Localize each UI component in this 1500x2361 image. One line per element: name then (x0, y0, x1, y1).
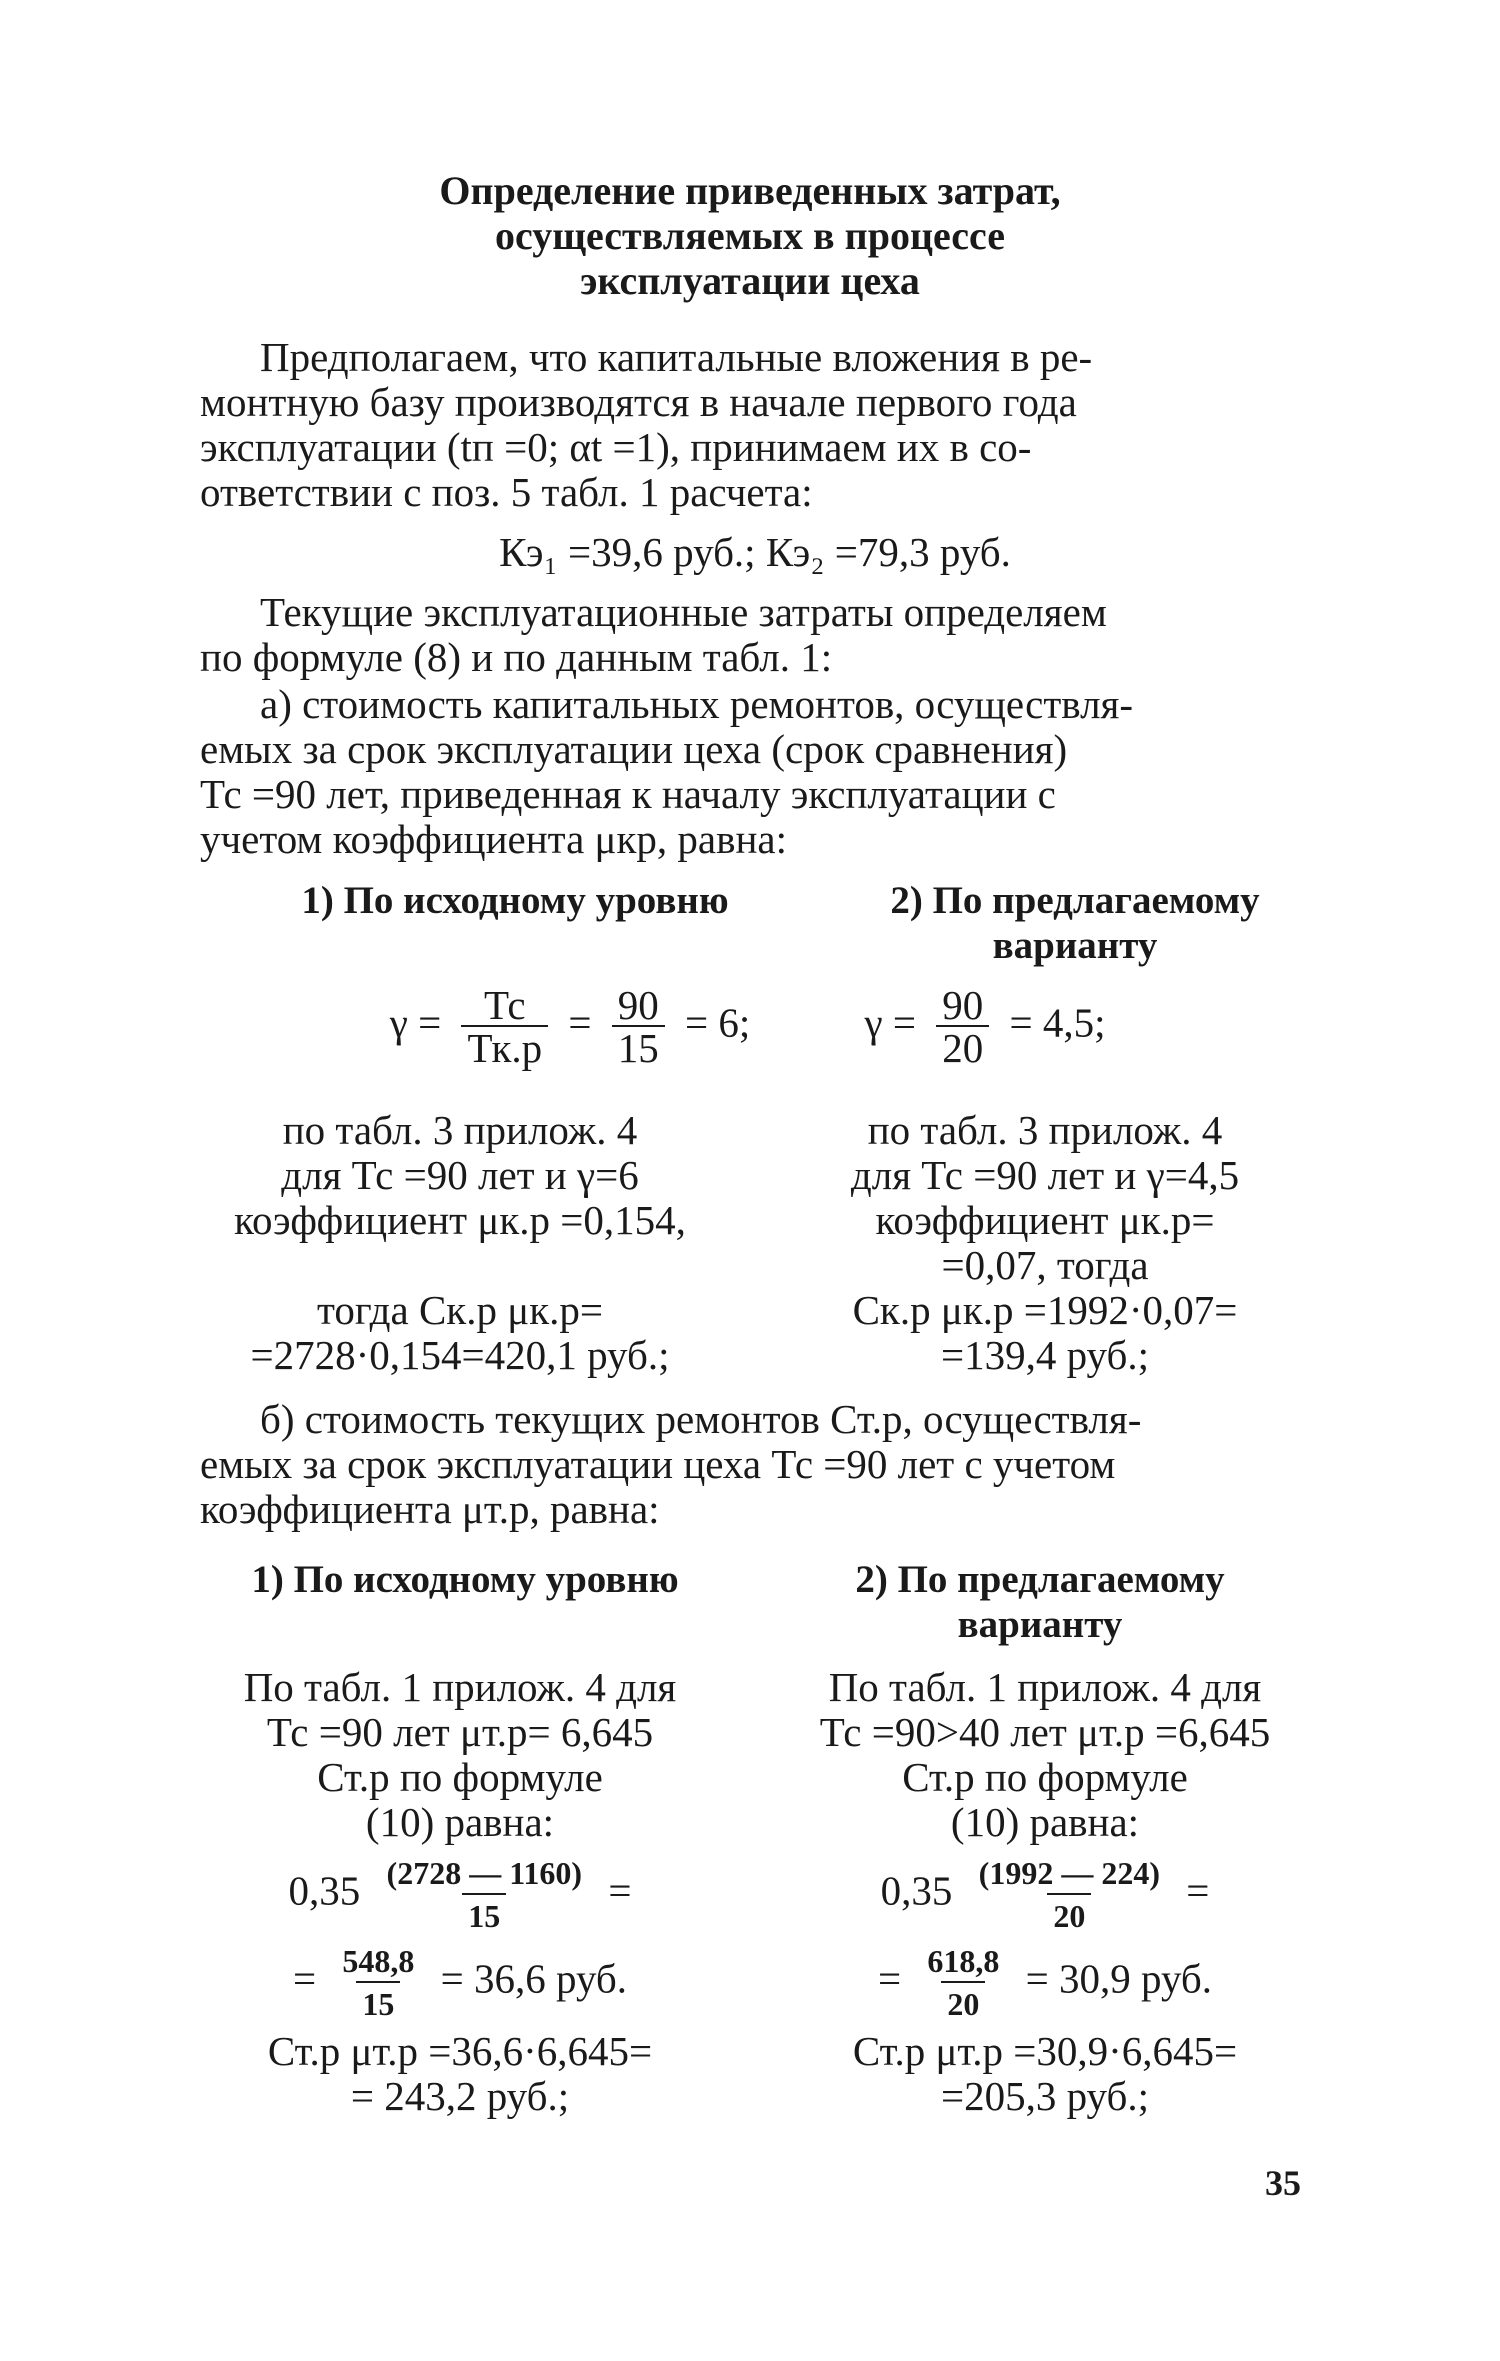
text-line: =205,3 руб.; (940, 2073, 1150, 2119)
equals-sign: = (568, 999, 592, 1046)
text-line: для Тс =90 лет и γ=4,5 (850, 1152, 1240, 1198)
section-b-left-column (195, 1665, 725, 2119)
text-line: Тс =90>40 лет μт.р =6,645 (819, 1709, 1271, 1755)
section-b-paragraph (200, 1397, 1310, 1532)
coefficient: 0,35 (880, 1867, 953, 1914)
numerator: 90 (942, 982, 984, 1028)
gamma-formula-left (330, 982, 810, 1071)
fraction (612, 982, 665, 1071)
text-line: б) стоимость текущих ремонтов Ст.р, осуществля- (260, 1396, 1142, 1442)
text-line: для Тс =90 лет и γ=6 (281, 1152, 639, 1198)
formula-row (775, 1853, 1315, 1937)
equals-sign: = (608, 1867, 632, 1914)
formula-lhs: γ = (864, 999, 916, 1046)
formula-result: = 30,9 руб. (1025, 1955, 1213, 2002)
denominator: 15 (612, 1025, 665, 1069)
text-line: учетом коэффициента μкр, равна: (200, 816, 788, 862)
fraction (336, 1941, 420, 2025)
fraction (461, 982, 548, 1071)
heading-line: 2) По предлагаемому (890, 879, 1260, 922)
heading-line: 2) По предлагаемому (855, 1558, 1225, 1601)
fraction (973, 1853, 1166, 1937)
page-number: 35 (1265, 2163, 1301, 2203)
text-line: = 243,2 руб.; (350, 2073, 570, 2119)
current-costs-paragraph (200, 590, 1310, 680)
equals-sign: = (1186, 1867, 1210, 1914)
text-line: =139,4 руб.; (940, 1332, 1150, 1378)
numerator: 618,8 (927, 1943, 1000, 1979)
text-line: Текущие эксплуатационные затраты определяем (260, 589, 1107, 635)
gamma-formula-right (815, 982, 1155, 1071)
numerator: 548,8 (342, 1943, 415, 1979)
text-line: Ст.р по формуле (317, 1754, 603, 1800)
section-b-right-column (775, 1665, 1315, 2119)
text-line: Ст.р μт.р =30,9·6,645= (852, 2028, 1238, 2074)
title-line: осуществляемых в процессе (495, 213, 1005, 258)
text-line: По табл. 1 прилож. 4 для (828, 1664, 1262, 1710)
text-line: Предполагаем, что капитальные вложения в ре- (260, 334, 1093, 380)
capital-formula: Кэ₁ =39,6 руб.; Кэ₂ =79,3 руб. (499, 529, 1011, 575)
text-line: Ст.р по формуле (902, 1754, 1188, 1800)
text-line: а) стоимость капитальных ремонтов, осуществля- (260, 681, 1134, 727)
text-line: Тс =90 лет, приведенная к началу эксплуатации с (200, 771, 1056, 817)
equals-sign: = (292, 1955, 317, 2002)
text-line: емых за срок эксплуатации цеха (срок сравнения) (200, 726, 1068, 772)
title-line: Определение приведенных затрат, (439, 168, 1061, 213)
formula-lhs: γ = (389, 999, 442, 1046)
section-a-right-column (780, 1108, 1310, 1378)
numerator: (1992 — 224) (978, 1855, 1160, 1891)
text-line: =2728·0,154=420,1 руб.; (250, 1332, 670, 1378)
heading-line: варианту (992, 924, 1158, 967)
numerator: 90 (617, 982, 659, 1028)
fraction (381, 1853, 589, 1937)
text-line: Ст.р μт.р =36,6·6,645= (267, 2028, 653, 2074)
numerator: Тс (483, 982, 526, 1028)
fraction (936, 982, 989, 1071)
denominator: 20 (1047, 1893, 1091, 1937)
equals-sign: = (877, 1955, 902, 2002)
formula-result: = 4,5; (1009, 999, 1106, 1046)
text-line: по формуле (8) и по данным табл. 1: (200, 634, 833, 680)
numerator: (2728 — 1160) (386, 1855, 583, 1891)
formula-result: = 36,6 руб. (440, 1955, 628, 2002)
section-a-paragraph (200, 682, 1310, 862)
text-line: эксплуатации (tп =0; αt =1), принимаем их в со- (200, 424, 1032, 470)
denominator: 20 (941, 1981, 985, 2025)
denominator: 15 (462, 1893, 506, 1937)
text-line: Ск.р μк.р =1992·0,07= (852, 1287, 1238, 1333)
text-line: емых за срок эксплуатации цеха Тс =90 лет с учетом (200, 1441, 1116, 1487)
text-line: коэффициента μт.р, равна: (200, 1486, 660, 1532)
title-line: эксплуатации цеха (580, 258, 920, 303)
denominator: 20 (936, 1025, 989, 1069)
spacer (195, 1243, 725, 1288)
heading-line: варианту (957, 1603, 1123, 1646)
denominator: Тк.р (461, 1025, 548, 1069)
formula-row (195, 1941, 725, 2025)
denominator: 15 (356, 1981, 400, 2025)
text-line: ответствии с поз. 5 табл. 1 расчета: (200, 469, 813, 515)
section-a-left-column (195, 1108, 725, 1378)
section-b-right-heading (780, 1557, 1300, 1647)
text-line: =0,07, тогда (941, 1242, 1149, 1288)
formula-row (775, 1941, 1315, 2025)
formula-result: = 6; (685, 999, 751, 1046)
text-line: по табл. 3 прилож. 4 (867, 1107, 1223, 1153)
section-a-right-heading (835, 878, 1315, 968)
section-a-left-heading: 1) По исходному уровню (301, 879, 729, 922)
section-b-left-heading: 1) По исходному уровню (251, 1558, 679, 1601)
intro-paragraph (200, 335, 1310, 515)
page-title (200, 168, 1300, 303)
text-line: Тс =90 лет μт.р= 6,645 (266, 1709, 654, 1755)
text-line: коэффициент μк.р =0,154, (234, 1197, 686, 1243)
fraction (921, 1941, 1005, 2025)
text-line: тогда Ск.р μк.р= (317, 1287, 603, 1333)
text-line: По табл. 1 прилож. 4 для (243, 1664, 677, 1710)
formula-row (195, 1853, 725, 1937)
text-line: монтную базу производятся в начале первого года (200, 379, 1077, 425)
text-line: по табл. 3 прилож. 4 (282, 1107, 638, 1153)
text-line: (10) равна: (950, 1799, 1140, 1845)
coefficient: 0,35 (288, 1867, 361, 1914)
text-line: коэффициент μк.р= (875, 1197, 1215, 1243)
text-line: (10) равна: (365, 1799, 555, 1845)
